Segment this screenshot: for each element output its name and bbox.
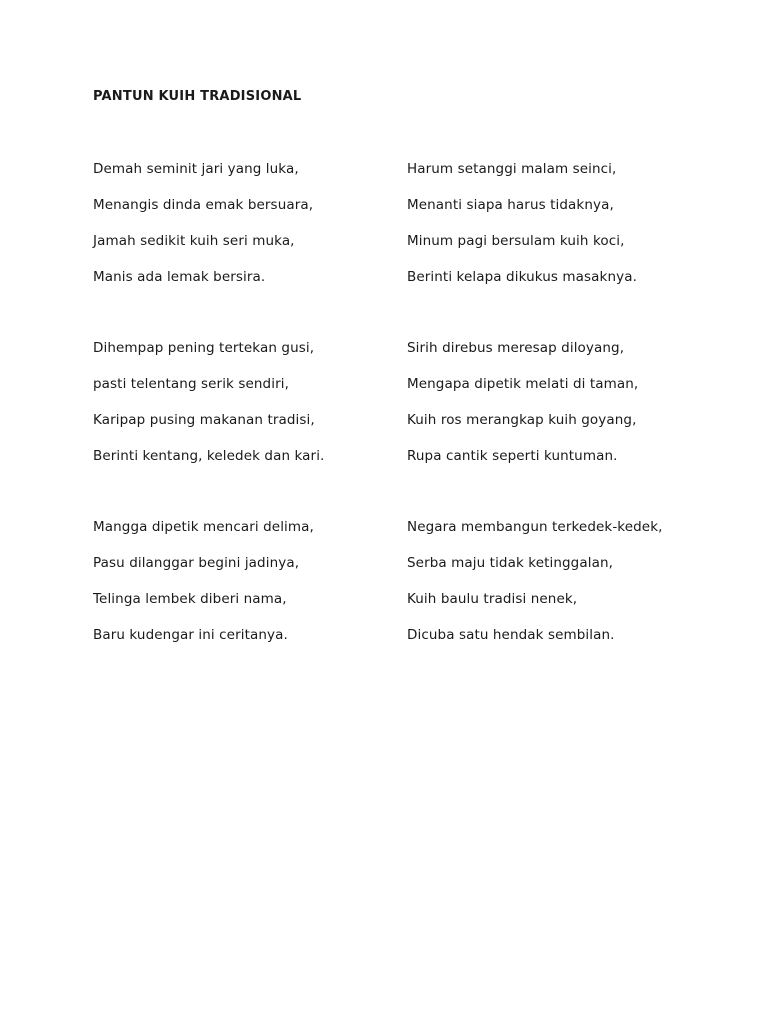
pantun-line: Manis ada lemak bersira. [93,269,266,285]
pantun-line: Minum pagi bersulam kuih koci, [407,233,625,249]
left-column [93,160,393,697]
pantun-line: Demah seminit jari yang luka, [93,161,299,177]
pantun-stanza [93,339,393,483]
pantun-line: Pasu dilanggar begini jadinya, [93,555,300,571]
pantun-line: pasti telentang serik sendiri, [93,376,289,392]
right-column [407,160,707,697]
pantun-line: Kuih ros merangkap kuih goyang, [407,412,637,428]
pantun-line: Menanti siapa harus tidaknya, [407,197,614,213]
pantun-line: Dicuba satu hendak sembilan. [407,627,615,643]
pantun-stanza [407,518,707,662]
pantun-line: Jamah sedikit kuih seri muka, [93,233,295,249]
pantun-line: Telinga lembek diberi nama, [93,591,287,607]
pantun-line: Berinti kelapa dikukus masaknya. [407,269,637,285]
pantun-line: Rupa cantik seperti kuntuman. [407,448,618,464]
pantun-line: Mengapa dipetik melati di taman, [407,376,639,392]
pantun-line: Mangga dipetik mencari delima, [93,519,314,535]
pantun-line: Sirih direbus meresap diloyang, [407,340,625,356]
pantun-line: Berinti kentang, keledek dan kari. [93,448,325,464]
document-title: PANTUN KUIH TRADISIONAL [93,89,302,104]
pantun-line: Negara membangun terkedek-kedek, [407,519,663,535]
pantun-line: Karipap pusing makanan tradisi, [93,412,315,428]
pantun-line: Dihempap pening tertekan gusi, [93,340,315,356]
pantun-line: Baru kudengar ini ceritanya. [93,627,288,643]
pantun-stanza [407,160,707,304]
pantun-line: Serba maju tidak ketinggalan, [407,555,613,571]
pantun-stanza [93,160,393,304]
pantun-stanza [407,339,707,483]
pantun-line: Harum setanggi malam seinci, [407,161,617,177]
pantun-line: Menangis dinda emak bersuara, [93,197,314,213]
pantun-line: Kuih baulu tradisi nenek, [407,591,578,607]
pantun-stanza [93,518,393,662]
